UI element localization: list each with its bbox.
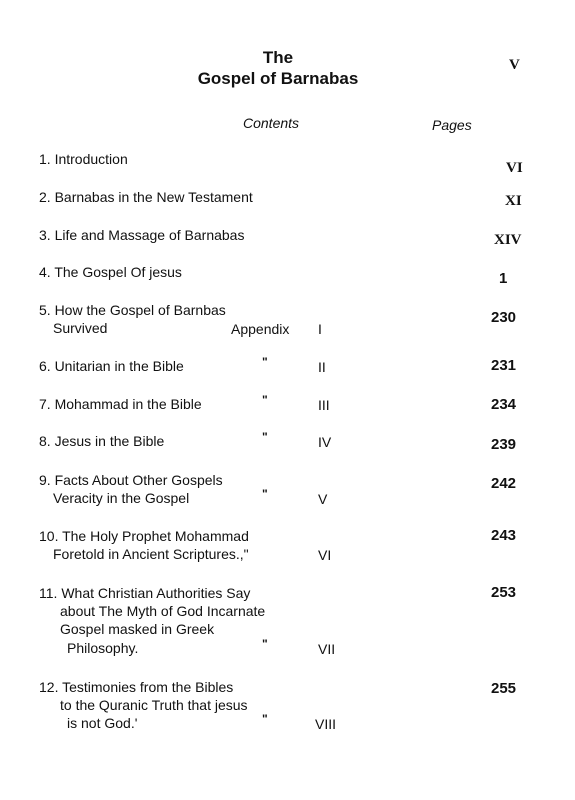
- entry-8-ditto: ": [262, 430, 268, 444]
- entry-12-line-1: 12. Testimonies from the Bibles: [39, 679, 234, 695]
- entry-11-appendix: VII: [318, 641, 336, 657]
- entry-2-page: XI: [505, 193, 522, 209]
- page-marker: V: [509, 57, 520, 73]
- entry-2-line-1: 2. Barnabas in the New Testament: [39, 189, 253, 205]
- entry-1-page: VI: [506, 160, 523, 176]
- entry-5-appendix-label: Appendix: [231, 321, 290, 337]
- entry-11-line-1: 11. What Christian Authorities Say: [39, 585, 251, 601]
- entry-8-appendix: IV: [318, 434, 332, 450]
- entry-11-ditto: ": [262, 637, 268, 651]
- entry-6-page: 231: [491, 357, 517, 374]
- entry-4-page: 1: [499, 270, 508, 287]
- entry-10-appendix: VI: [318, 547, 332, 563]
- entry-6-line-1: 6. Unitarian in the Bible: [39, 358, 184, 374]
- entry-5-line-2: Survived: [53, 320, 108, 336]
- entry-12-appendix: VIII: [315, 716, 337, 732]
- entry-7-appendix: III: [318, 397, 330, 413]
- entry-1-line-1: 1. Introduction: [39, 151, 128, 167]
- entry-9-line-1: 9. Facts About Other Gospels: [39, 472, 223, 488]
- entry-10-page: 243: [491, 527, 517, 544]
- entry-3-page: XIV: [494, 232, 522, 248]
- entry-7-line-1: 7. Mohammad in the Bible: [39, 396, 202, 412]
- title-line-1: The: [262, 48, 294, 67]
- entry-11-line-3: Gospel masked in Greek: [60, 621, 215, 637]
- pages-label: Pages: [432, 117, 472, 133]
- entry-9-page: 242: [491, 475, 517, 492]
- entry-11-page: 253: [491, 584, 517, 601]
- entry-11-line-4: Philosophy.: [67, 640, 139, 656]
- contents-label: Contents: [243, 115, 300, 131]
- entry-12-line-3: is not God.': [67, 715, 138, 731]
- entry-5-page: 230: [491, 309, 517, 326]
- title-line-2: Gospel of Barnabas: [197, 69, 359, 88]
- entry-5-line-1: 5. How the Gospel of Barnbas: [39, 302, 226, 318]
- entry-4-line-1: 4. The Gospel Of jesus: [39, 264, 182, 280]
- entry-8-page: 239: [491, 436, 517, 453]
- entry-11-line-2: about The Myth of God Incarnate: [60, 603, 266, 619]
- entry-9-ditto: ": [262, 487, 268, 501]
- entry-12-line-2: to the Quranic Truth that jesus: [60, 697, 248, 713]
- entry-9-line-2: Veracity in the Gospel: [53, 490, 190, 506]
- entry-7-ditto: ": [262, 393, 268, 407]
- entry-6-appendix: II: [318, 359, 326, 375]
- entry-6-ditto: ": [262, 355, 268, 369]
- entry-9-appendix: V: [318, 491, 328, 507]
- entry-7-page: 234: [491, 396, 517, 413]
- entry-3-line-1: 3. Life and Massage of Barnabas: [39, 227, 245, 243]
- entry-8-line-1: 8. Jesus in the Bible: [39, 433, 165, 449]
- entry-12-ditto: ": [262, 712, 268, 726]
- entry-12-page: 255: [491, 680, 517, 697]
- entry-10-line-2: Foretold in Ancient Scriptures.,": [53, 546, 249, 562]
- entry-10-line-1: 10. The Holy Prophet Mohammad: [39, 528, 249, 544]
- entry-5-appendix: I: [318, 321, 322, 337]
